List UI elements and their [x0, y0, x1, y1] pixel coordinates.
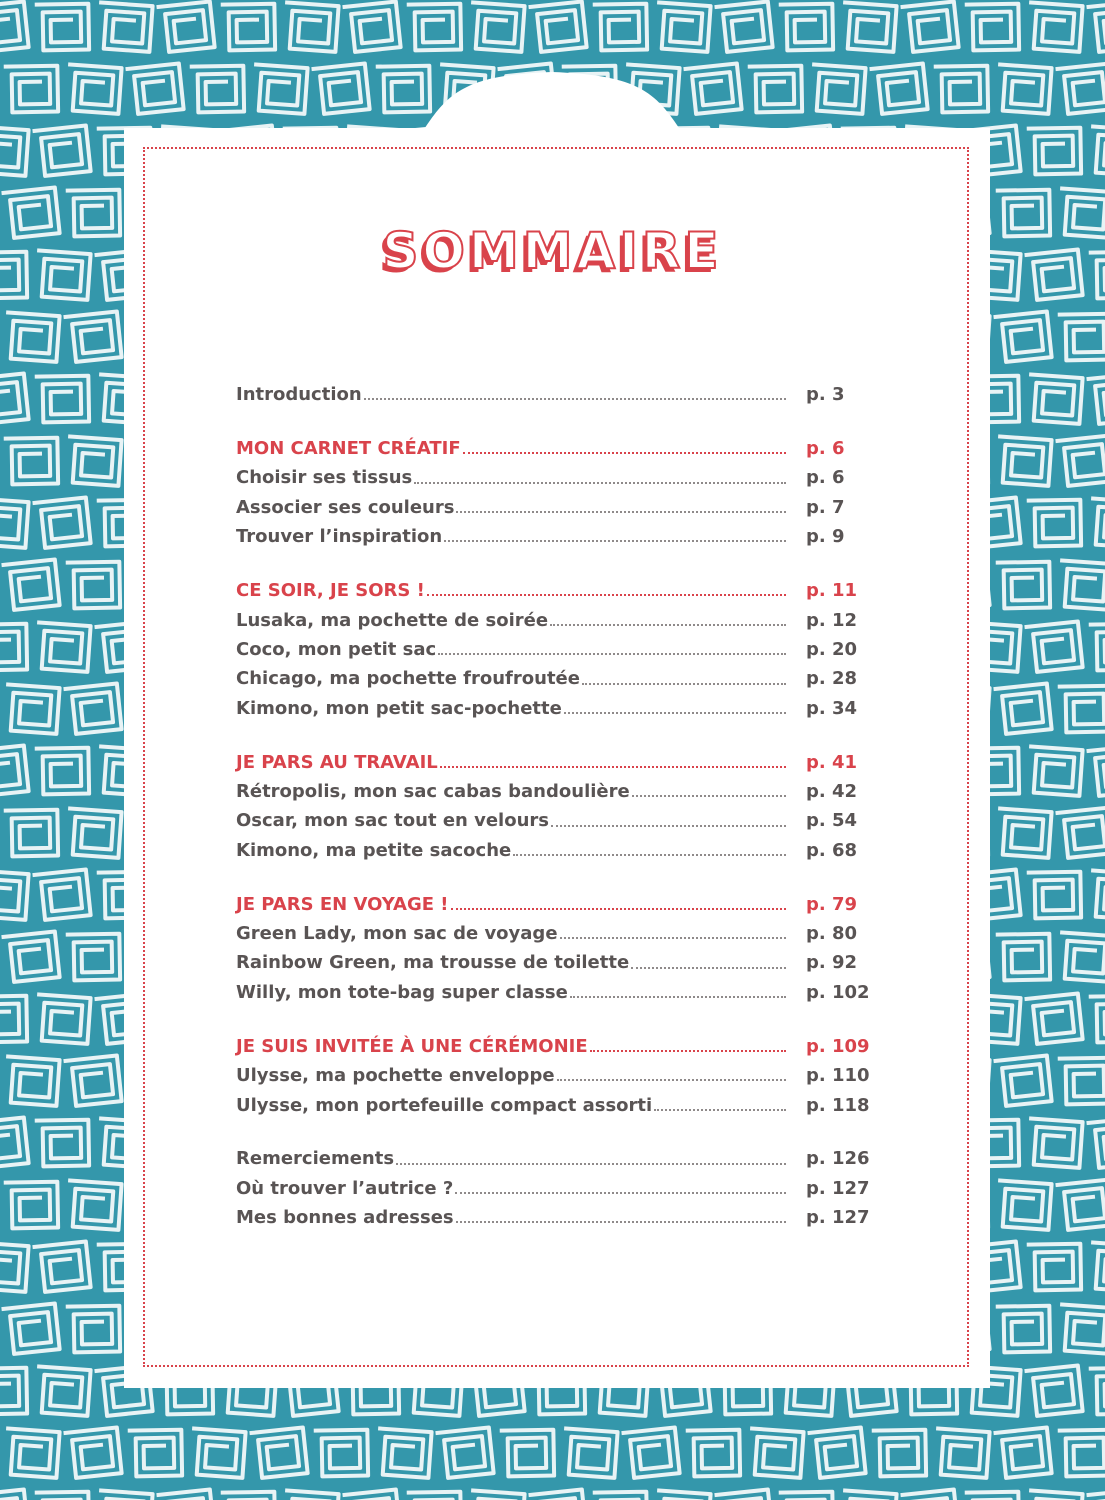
dot-leader [463, 452, 786, 454]
toc-entry-title: Choisir ses tissus [236, 467, 413, 489]
toc-page-number: p. 127 [806, 1207, 870, 1229]
toc-entry-row [236, 1144, 876, 1173]
dot-leader [513, 854, 786, 856]
dot-leader [557, 1079, 786, 1081]
table-of-contents [236, 380, 876, 1232]
toc-page-number: p. 20 [806, 638, 858, 660]
toc-entry-title: Kimono, ma petite sacoche [236, 839, 512, 861]
toc-entry-row [236, 694, 876, 723]
toc-page-number: p. 9 [806, 526, 845, 548]
toc-section-title: MON CARNET CRÉATIF [236, 438, 461, 460]
dot-leader [631, 967, 786, 969]
toc-section-row [236, 434, 876, 463]
dot-leader [564, 712, 786, 714]
dot-leader [456, 511, 786, 513]
toc-entry-title: Où trouver l’autrice ? [236, 1177, 454, 1199]
toc-page-number: p. 41 [806, 751, 858, 773]
toc-entry-row [236, 1203, 876, 1232]
toc-entry-row [236, 948, 876, 977]
group-spacer [236, 551, 876, 576]
toc-entry-row [236, 777, 876, 806]
toc-section-title: CE SOIR, JE SORS ! [236, 580, 425, 602]
toc-section-row [236, 747, 876, 776]
toc-entry-row [236, 493, 876, 522]
toc-entry-title: Green Lady, mon sac de voyage [236, 923, 558, 945]
toc-page-number: p. 54 [806, 810, 858, 832]
dot-leader [654, 1109, 786, 1111]
page-title: SOMMAIRE [382, 222, 723, 280]
toc-section-title: JE SUIS INVITÉE À UNE CÉRÉMONIE [236, 1035, 588, 1057]
dot-leader [414, 482, 786, 484]
toc-section-row [236, 1032, 876, 1061]
group-spacer [236, 865, 876, 890]
toc-page-number: p. 28 [806, 668, 858, 690]
toc-entry-row [236, 919, 876, 948]
toc-page-number: p. 12 [806, 609, 858, 631]
toc-page-number: p. 109 [806, 1035, 870, 1057]
toc-page-number: p. 34 [806, 697, 858, 719]
toc-entry-title: Remerciements [236, 1148, 395, 1170]
toc-entry-title: Oscar, mon sac tout en velours [236, 810, 549, 832]
toc-entry-title: Mes bonnes adresses [236, 1207, 454, 1229]
toc-page-number: p. 126 [806, 1148, 870, 1170]
dot-leader [451, 908, 786, 910]
dot-leader [438, 653, 786, 655]
toc-page-number: p. 92 [806, 952, 858, 974]
group-spacer [236, 409, 876, 434]
dot-leader [560, 937, 786, 939]
dot-leader [440, 766, 786, 768]
toc-section-title: JE PARS EN VOYAGE ! [236, 893, 449, 915]
dot-leader [590, 1050, 786, 1052]
toc-page-number: p. 6 [806, 467, 845, 489]
toc-entry-row [236, 1174, 876, 1203]
toc-page-number: p. 7 [806, 496, 845, 518]
group-spacer [236, 723, 876, 748]
toc-entry-row [236, 1090, 876, 1119]
toc-page-number: p. 42 [806, 780, 858, 802]
toc-entry-title: Trouver l’inspiration [236, 526, 443, 548]
dot-leader [570, 996, 786, 998]
toc-entry-title: Willy, mon tote-bag super classe [236, 981, 568, 1003]
toc-entry-row [236, 978, 876, 1007]
dot-leader [632, 795, 786, 797]
toc-entry-row [236, 1061, 876, 1090]
toc-entry-title: Kimono, mon petit sac-pochette [236, 697, 562, 719]
toc-entry-row [236, 635, 876, 664]
group-spacer [236, 1007, 876, 1032]
dot-leader [396, 1163, 786, 1165]
dot-leader [582, 683, 786, 685]
toc-page-number: p. 127 [806, 1177, 870, 1199]
toc-page-number: p. 102 [806, 981, 870, 1003]
toc-entry-row [236, 605, 876, 634]
toc-page-number: p. 11 [806, 580, 858, 602]
toc-entry-row [236, 380, 876, 409]
toc-page-number: p. 6 [806, 438, 845, 460]
toc-section-row [236, 576, 876, 605]
toc-entry-title: Rainbow Green, ma trousse de toilette [236, 952, 630, 974]
toc-page-number: p. 80 [806, 923, 858, 945]
toc-section-title: JE PARS AU TRAVAIL [236, 751, 438, 773]
toc-page-number: p. 68 [806, 839, 858, 861]
toc-entry-row [236, 522, 876, 551]
toc-page-number: p. 110 [806, 1065, 870, 1087]
toc-page-number: p. 79 [806, 893, 858, 915]
toc-entry-title: Chicago, ma pochette froufroutée [236, 668, 580, 690]
toc-entry-title: Associer ses couleurs [236, 496, 455, 518]
toc-section-row [236, 889, 876, 918]
toc-page-number: p. 118 [806, 1094, 870, 1116]
dot-leader [456, 1221, 786, 1223]
toc-entry-title: Ulysse, mon portefeuille compact assorti [236, 1094, 653, 1116]
toc-entry-title: Rétropolis, mon sac cabas bandoulière [236, 780, 630, 802]
toc-entry-row [236, 463, 876, 492]
dot-leader [444, 540, 786, 542]
dot-leader [364, 398, 786, 400]
dot-leader [551, 825, 786, 827]
toc-entry-title: Introduction [236, 384, 362, 406]
toc-entry-row [236, 806, 876, 835]
toc-entry-title: Coco, mon petit sac [236, 638, 437, 660]
toc-page-number: p. 3 [806, 384, 845, 406]
toc-entry-title: Lusaka, ma pochette de soirée [236, 609, 549, 631]
toc-entry-row [236, 664, 876, 693]
dot-leader [427, 594, 786, 596]
toc-entry-title: Ulysse, ma pochette enveloppe [236, 1065, 555, 1087]
dot-leader [455, 1192, 786, 1194]
toc-entry-row [236, 836, 876, 865]
dot-leader [550, 624, 786, 626]
group-spacer [236, 1120, 876, 1145]
